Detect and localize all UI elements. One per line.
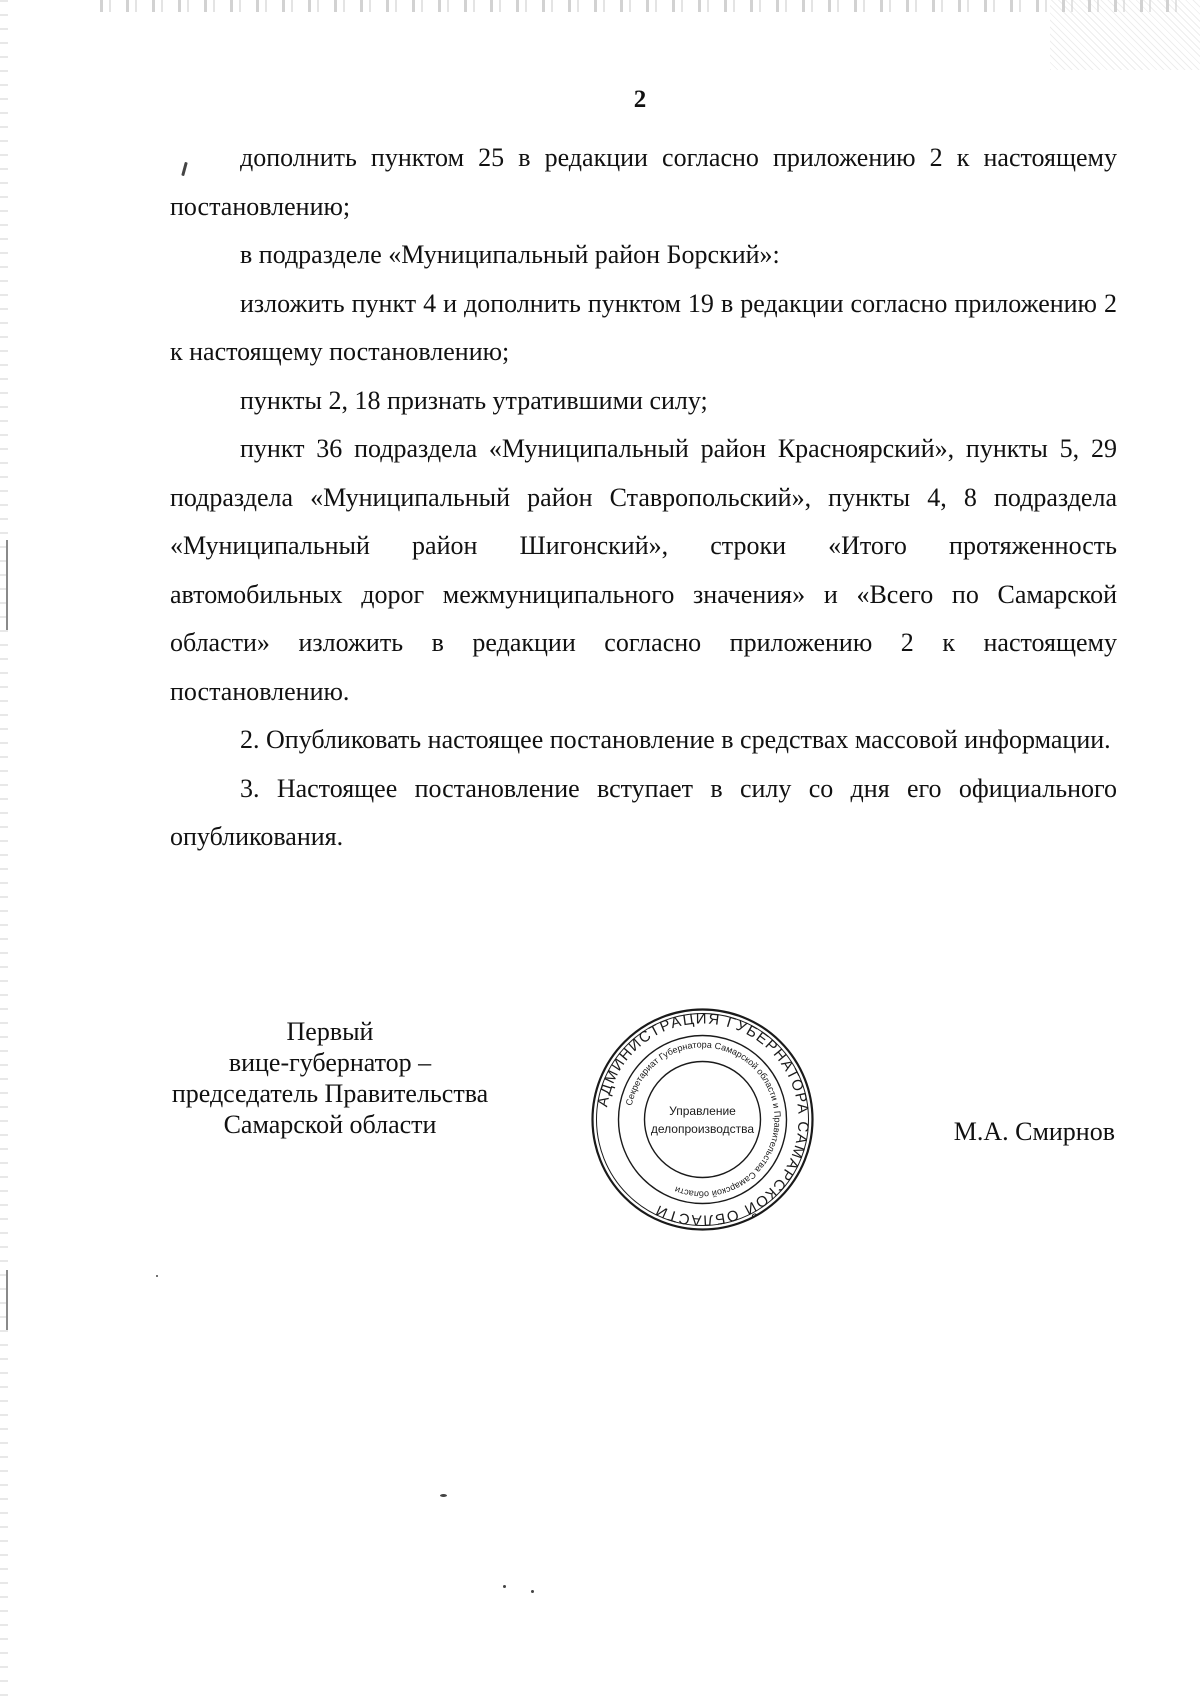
- seal-stamp-graphic: [590, 1007, 815, 1232]
- scan-speck: [503, 1585, 506, 1588]
- document-body: [170, 134, 1117, 862]
- scan-edge-line: [6, 540, 8, 630]
- position-line: председатель Правительства: [171, 1079, 489, 1108]
- svg-text:Секретариат Губернатора Самарс: [624, 1039, 783, 1199]
- official-seal: [590, 1007, 815, 1232]
- scan-noise-corner: [1050, 0, 1200, 70]
- scan-speck: [440, 1494, 447, 1497]
- seal-center-line-1: Управление: [669, 1104, 736, 1118]
- seal-outer-text: АДМИНИСТРАЦИЯ ГУБЕРНАТОРА САМАРСКОЙ ОБЛАСТИ: [594, 1010, 812, 1229]
- scan-speck: [156, 1275, 158, 1277]
- position-line: Первый: [286, 1017, 374, 1046]
- scan-noise-left: [0, 0, 8, 1705]
- paragraph-items-void: пункты 2, 18 признать утратившими силу;: [240, 385, 708, 415]
- paragraph-effective-date: 3. Настоящее постановление вступает в силу со дня его официального опубликования.: [170, 773, 1117, 851]
- paragraph-amend-subsections: пункт 36 подраздела «Муниципальный район Красноярский», пункты 5, 29 подраздела «Муниципальный район Ставропольский», пункты 4, 8 подраздела «Муниципальный район Шигонский», строки «Итого протяженность автомобильных дорог межмуниципального значения» и «Всего по Самарской области» изложить в редакции согласно приложению 2 к настоящему постановлению.: [170, 434, 1117, 706]
- signer-name: М.А. Смирнов: [953, 1117, 1115, 1146]
- seal-center-line-2: делопроизводства: [650, 1122, 755, 1136]
- position-line: вице-губернатор –: [228, 1048, 432, 1077]
- seal-inner-text: Секретариат Губернатора Самарской области и Правительства Самарской области: [623, 1039, 783, 1200]
- scan-edge-line: [6, 1270, 8, 1330]
- signatory-position: [140, 1016, 520, 1140]
- scan-noise-top: [100, 0, 1180, 12]
- paragraph-amend-item-4-19: изложить пункт 4 и дополнить пунктом 19 в редакции согласно приложению 2 к настоящему постановлению;: [170, 288, 1117, 366]
- page-number: 2: [633, 86, 647, 113]
- paragraph-publish: 2. Опубликовать настоящее постановление в средствах массовой информации.: [240, 725, 1111, 754]
- position-line: Самарской области: [223, 1110, 437, 1139]
- paragraph-subsection-borsky: в подразделе «Муниципальный район Борский»:: [240, 240, 780, 269]
- paragraph-amend-item-25: дополнить пунктом 25 в редакции согласно приложению 2 к настоящему постановлению;: [170, 143, 1117, 221]
- scan-speck: [531, 1590, 534, 1593]
